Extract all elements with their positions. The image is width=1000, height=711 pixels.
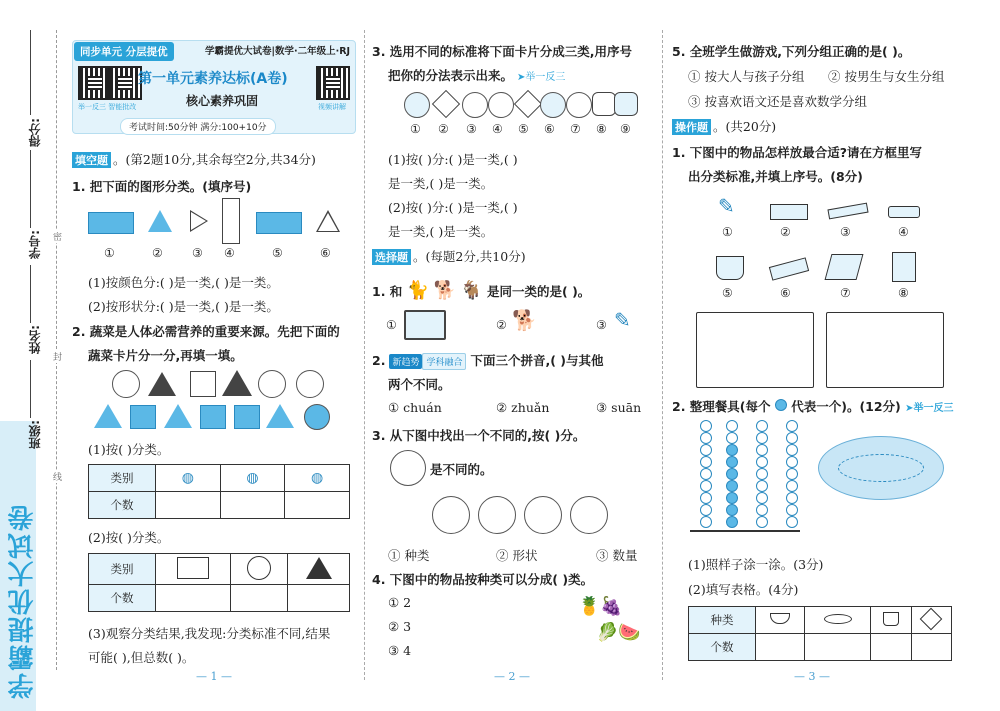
- column-divider: [662, 30, 663, 680]
- cabbage-icon: ◍: [311, 470, 324, 486]
- table-cell[interactable]: [805, 607, 871, 634]
- student-id-field: 学号:: [28, 230, 42, 259]
- item-number: ③: [840, 225, 851, 239]
- operation-2: [672, 397, 954, 415]
- bead[interactable]: [700, 420, 712, 432]
- question-1: 1. 把下面的图形分类。(填序号): [72, 179, 252, 194]
- choice-1: [372, 280, 590, 301]
- table-cell[interactable]: [911, 607, 952, 634]
- card-circle-icon: [404, 92, 430, 118]
- book-icon: [825, 254, 864, 280]
- bead[interactable]: [786, 504, 798, 516]
- option[interactable]: ① 种类: [388, 548, 430, 563]
- table-cell[interactable]: [230, 554, 288, 585]
- table-label: 类别: [89, 465, 156, 492]
- bead[interactable]: [726, 516, 738, 528]
- cat-icon: 🐈: [406, 280, 430, 301]
- vegetable-card-icon: [94, 404, 122, 428]
- tomato-group-icon: [432, 496, 470, 534]
- table-cell[interactable]: [911, 634, 952, 661]
- table-cell[interactable]: [156, 492, 221, 519]
- qr-code-icon[interactable]: [316, 66, 350, 100]
- option[interactable]: ① chuán: [388, 400, 442, 415]
- page-title: 第一单元素养达标(A卷): [138, 71, 288, 87]
- brand-logo: 学霸提优大试卷: [8, 503, 38, 699]
- choice-2-cont: 两个不同。: [388, 377, 451, 392]
- bead[interactable]: [786, 444, 798, 456]
- card-number: ⑤: [518, 122, 529, 136]
- eggplant-group-icon: [524, 496, 562, 534]
- choice-2-number: 2.: [372, 353, 386, 368]
- shape-number: ③: [192, 246, 203, 260]
- pencil-icon: ✎: [614, 308, 631, 332]
- table-label: 种类: [689, 607, 756, 634]
- choice-3-text: 是不同的。: [430, 462, 493, 477]
- choice-5: 5. 全班学生做游戏,下列分组正确的是( )。: [672, 44, 911, 59]
- card-number: ③: [466, 122, 477, 136]
- subject-tag: 学科融合: [422, 353, 466, 370]
- triangle-shape-inner: [191, 212, 206, 230]
- tv-icon: [404, 310, 446, 340]
- seal-char-2: 封: [53, 350, 62, 363]
- cabbage-icon: ◍: [246, 470, 259, 486]
- tableware-items-icon: [838, 454, 924, 482]
- question-2-cont: 蔬菜卡片分一分,再填一填。: [88, 348, 243, 363]
- cup-icon: [716, 256, 744, 280]
- item-number: ②: [780, 225, 791, 239]
- table-cell[interactable]: [871, 634, 911, 661]
- vegetable-card-icon: [130, 405, 156, 429]
- item-number: ⑥: [780, 286, 791, 300]
- card-number: ②: [438, 122, 449, 136]
- option[interactable]: ③ 按喜欢语文还是喜欢数学分组: [688, 94, 867, 109]
- bead[interactable]: [700, 432, 712, 444]
- sidebar: [0, 0, 64, 711]
- table-cell[interactable]: [156, 585, 231, 612]
- section-3-note: 。(共20分): [713, 119, 777, 134]
- bead[interactable]: [786, 432, 798, 444]
- bead[interactable]: [756, 516, 768, 528]
- mirror-icon: [892, 252, 916, 282]
- bead[interactable]: [700, 492, 712, 504]
- card-circle-icon: [488, 92, 514, 118]
- shape-number: ⑥: [320, 246, 331, 260]
- option[interactable]: ① 按大人与孩子分组: [688, 69, 805, 84]
- section-3-label: 操作题: [672, 119, 711, 135]
- question-3-text: 把你的分法表示出来。: [388, 68, 514, 83]
- classification-table: [88, 464, 350, 519]
- page-number: — 2 —: [494, 670, 530, 683]
- choice-1-text-2: 是同一类的是( )。: [487, 284, 591, 299]
- answer-line[interactable]: 可能( ),但总数( )。: [88, 650, 195, 665]
- choice-1-text: 1. 和: [372, 284, 403, 299]
- bead[interactable]: [726, 504, 738, 516]
- section-2-label: 选择题: [372, 249, 411, 265]
- bead[interactable]: [786, 492, 798, 504]
- option[interactable]: ③ 4: [388, 643, 412, 658]
- id-line: [30, 150, 31, 228]
- triangle-shape: [306, 557, 332, 579]
- dish-icon: [920, 607, 943, 630]
- card-circle-icon: [540, 92, 566, 118]
- bead[interactable]: [786, 468, 798, 480]
- exam-info: 考试时间:50分钟 满分:100+10分: [120, 118, 276, 135]
- bead[interactable]: [700, 468, 712, 480]
- bead[interactable]: [786, 480, 798, 492]
- page-number: — 3 —: [794, 670, 830, 683]
- answer-line[interactable]: (1)按颜色分:( )是一类,( )是一类。: [88, 275, 279, 290]
- option[interactable]: ② 形状: [496, 548, 538, 563]
- vegetable-card-icon: [164, 404, 192, 428]
- operation-1-cont: 出分类标准,并填上序号。(8分): [688, 169, 863, 184]
- bead[interactable]: [786, 516, 798, 528]
- table-cell[interactable]: [756, 634, 805, 661]
- option[interactable]: ② 按男生与女生分组: [828, 69, 945, 84]
- bead[interactable]: [756, 468, 768, 480]
- option-number[interactable]: ①: [386, 318, 397, 332]
- operation-2-text: 2. 整理餐具(每个: [672, 399, 771, 414]
- bead[interactable]: [726, 480, 738, 492]
- bead[interactable]: [726, 420, 738, 432]
- table-cell[interactable]: [288, 585, 350, 612]
- vegetable-card-icon: [190, 371, 216, 397]
- seal-char-3: 线: [53, 470, 62, 483]
- qr-caption: 视频讲解: [318, 103, 346, 111]
- section-1-note: 。(第2题10分,其余每空2分,共34分): [113, 152, 316, 167]
- vegetable-card-icon: [200, 405, 226, 429]
- cabbage-group-icon: [570, 496, 608, 534]
- choice-2: [372, 351, 603, 370]
- answer-line[interactable]: (2)按( )分:( )是一类,( ): [388, 200, 518, 215]
- vegetable-card-icon: [266, 404, 294, 428]
- bead-baseline: [690, 530, 800, 532]
- card-number: ⑥: [544, 122, 555, 136]
- name-line: [30, 265, 31, 323]
- classification-table: [88, 553, 350, 612]
- option[interactable]: ① 2: [388, 595, 412, 610]
- bead[interactable]: [756, 480, 768, 492]
- option[interactable]: ③ 数量: [596, 548, 638, 563]
- section-1-heading: [72, 150, 316, 168]
- answer-line[interactable]: (1)按( )分:( )是一类,( ): [388, 152, 518, 167]
- qr-code-icon[interactable]: [108, 66, 142, 100]
- table-label: 个数: [689, 634, 756, 661]
- carrot-group-icon: [478, 496, 516, 534]
- bead[interactable]: [756, 456, 768, 468]
- option-number[interactable]: ③: [596, 318, 607, 332]
- shape-number: ⑤: [272, 246, 283, 260]
- table-cell[interactable]: [871, 607, 911, 634]
- practice-link[interactable]: ➤举一反三: [905, 403, 954, 414]
- section-3-heading: [672, 117, 776, 135]
- table-cell[interactable]: [230, 585, 288, 612]
- card-circle-icon: [462, 92, 488, 118]
- table-cell[interactable]: [805, 634, 871, 661]
- section-1-label: 填空题: [72, 152, 111, 168]
- card-octagon-icon: [614, 92, 638, 116]
- answer-line[interactable]: (2)按( )分类。: [88, 530, 170, 545]
- triangle-shape-inner: [318, 213, 338, 231]
- cabbage-icon: ◍: [181, 470, 194, 486]
- triangle-shape: [148, 210, 172, 232]
- class-field: 班级:: [28, 420, 42, 449]
- card-number: ⑧: [596, 122, 607, 136]
- answer-box[interactable]: [696, 312, 814, 388]
- bowl-icon: [770, 613, 790, 624]
- item-number: ⑦: [840, 286, 851, 300]
- bead[interactable]: [756, 432, 768, 444]
- rectangle-shape: [256, 212, 302, 234]
- card-diamond-icon: [514, 90, 542, 118]
- page-subtitle: 核心素养巩固: [186, 94, 259, 108]
- option-number[interactable]: ②: [496, 318, 507, 332]
- vegetable-card-icon: [112, 370, 140, 398]
- page-number: — 1 —: [196, 670, 232, 683]
- unit-tag: 同步单元 分层提优: [74, 42, 174, 61]
- score-field: 得分:: [28, 118, 42, 147]
- tableware-table: [688, 606, 952, 661]
- card-number: ①: [410, 122, 421, 136]
- question-2: 2. 蔬菜是人体必需营养的重要来源。先把下面的: [72, 324, 340, 339]
- card-number: ⑨: [620, 122, 631, 136]
- question-3: 3. 选用不同的标准将下面卡片分成三类,用序号: [372, 44, 633, 59]
- toothpaste-icon: [769, 257, 809, 280]
- shape-number: ④: [224, 246, 235, 260]
- answer-line: (2)填写表格。(4分): [688, 582, 799, 597]
- card-number: ④: [492, 122, 503, 136]
- toothbrush-icon: [888, 206, 920, 218]
- score-line: [30, 30, 31, 115]
- answer-line[interactable]: (3)观察分类结果,我发现:分类标准不同,结果: [88, 626, 331, 641]
- bead[interactable]: [726, 492, 738, 504]
- table-label: 类别: [89, 554, 156, 585]
- item-number: ①: [722, 225, 733, 239]
- answer-line[interactable]: 是一类,( )是一类。: [388, 176, 494, 191]
- section-2-note: 。(每题2分,共10分): [413, 249, 526, 264]
- table-label: 个数: [89, 585, 156, 612]
- dog-icon: 🐕: [433, 280, 456, 301]
- trend-tag: 新趋势: [389, 354, 422, 369]
- dog-icon: 🐕: [512, 308, 537, 332]
- column-divider: [364, 30, 365, 680]
- rectangle-shape: [177, 557, 209, 579]
- option[interactable]: ② zhuǎn: [496, 400, 550, 415]
- item-number: ⑤: [722, 286, 733, 300]
- vegetable-card-icon: [148, 372, 176, 396]
- option[interactable]: ② 3: [388, 619, 412, 634]
- bead[interactable]: [756, 444, 768, 456]
- table-cell[interactable]: [156, 554, 231, 585]
- seal-char-1: 密: [53, 230, 62, 243]
- fruit-pile-icon: 🍍🍇: [578, 596, 623, 617]
- item-number: ⑧: [898, 286, 909, 300]
- table-cell[interactable]: [285, 492, 350, 519]
- bead[interactable]: [756, 492, 768, 504]
- bead[interactable]: [786, 420, 798, 432]
- rectangle-shape: [88, 212, 134, 234]
- bead[interactable]: [700, 480, 712, 492]
- bead[interactable]: [726, 456, 738, 468]
- cabbage-icon: [390, 450, 426, 486]
- answer-line[interactable]: (2)按形状分:( )是一类,( )是一类。: [88, 299, 279, 314]
- name-field: 姓名:: [28, 325, 42, 354]
- table-cell[interactable]: [156, 465, 221, 492]
- bead[interactable]: [700, 456, 712, 468]
- operation-1: 1. 下图中的物品怎样放最合适?请在方框里写: [672, 145, 923, 160]
- bead[interactable]: [726, 468, 738, 480]
- vegetable-pile-icon: 🥬🍉: [596, 622, 641, 643]
- bead[interactable]: [700, 516, 712, 528]
- answer-line[interactable]: 是一类,( )是一类。: [388, 224, 494, 239]
- bead[interactable]: [726, 432, 738, 444]
- table-cell[interactable]: [220, 492, 285, 519]
- table-cell[interactable]: [288, 554, 350, 585]
- vegetable-card-icon: [258, 370, 286, 398]
- table-label: 个数: [89, 492, 156, 519]
- shape-number: ①: [104, 246, 115, 260]
- qr-caption: 举一反三 智能批改: [78, 103, 137, 111]
- card-circle-icon: [566, 92, 592, 118]
- circle-marker-icon: [775, 399, 787, 411]
- question-3-cont: [388, 66, 565, 84]
- choice-4: 4. 下图中的物品按种类可以分成( )类。: [372, 572, 594, 587]
- qr-code-icon[interactable]: [78, 66, 112, 100]
- ruler-icon: [827, 203, 868, 220]
- cup-icon: [883, 612, 899, 626]
- vegetable-card-icon: [234, 405, 260, 429]
- table-cell[interactable]: [285, 465, 350, 492]
- answer-line[interactable]: (1)按( )分类。: [88, 442, 170, 457]
- book-tag: 学霸提优大试卷|数学·二年级上·RJ: [205, 46, 351, 57]
- card-diamond-icon: [432, 90, 460, 118]
- option[interactable]: ③ suān: [596, 400, 642, 415]
- practice-link[interactable]: ➤举一反三: [517, 72, 566, 83]
- vegetable-card-icon: [296, 370, 324, 398]
- shape-number: ②: [152, 246, 163, 260]
- rectangle-shape: [222, 198, 240, 244]
- choice-2-text: 下面三个拼音,( )与其他: [470, 353, 604, 368]
- vegetable-card-icon: [304, 404, 330, 430]
- pencil-icon: ✎: [718, 194, 735, 218]
- pencil-case-icon: [770, 204, 808, 220]
- table-cell[interactable]: [220, 465, 285, 492]
- goat-icon: 🐐: [460, 280, 483, 301]
- bead[interactable]: [700, 444, 712, 456]
- bead[interactable]: [726, 444, 738, 456]
- plate-icon: [824, 614, 852, 624]
- bead[interactable]: [756, 504, 768, 516]
- circle-shape: [247, 556, 271, 580]
- choice-3: 3. 从下图中找出一个不同的,按( )分。: [372, 428, 586, 443]
- bead[interactable]: [700, 504, 712, 516]
- card-number: ⑦: [570, 122, 581, 136]
- class-line: [30, 360, 31, 418]
- section-2-heading: [372, 247, 526, 265]
- card-octagon-icon: [592, 92, 616, 116]
- item-number: ④: [898, 225, 909, 239]
- table-cell[interactable]: [756, 607, 805, 634]
- bead[interactable]: [786, 456, 798, 468]
- answer-box[interactable]: [826, 312, 944, 388]
- bead[interactable]: [756, 420, 768, 432]
- operation-2-text-2: 代表一个)。(12分): [791, 399, 901, 414]
- vegetable-card-icon: [222, 370, 252, 396]
- answer-line: (1)照样子涂一涂。(3分): [688, 557, 824, 572]
